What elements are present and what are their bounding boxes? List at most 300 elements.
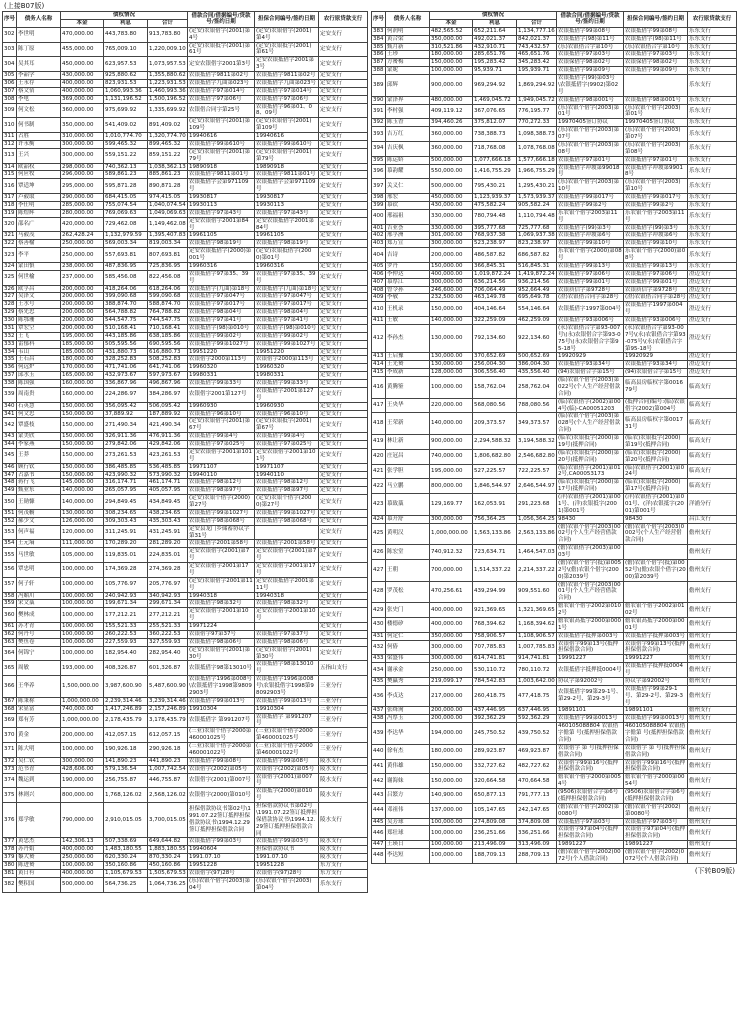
cell-principal: 150,000.00 bbox=[430, 262, 473, 270]
cell-loan-no: (洋)农银借字(2001)第001号、(洋)农银抵字(2001)第001号 bbox=[557, 494, 624, 516]
cell-loan-no: 农银借字(2002)第05号 bbox=[188, 765, 255, 773]
cell-interest: 723,634.71 bbox=[473, 545, 517, 560]
cell-debtor: 王央华 bbox=[386, 398, 430, 413]
cell-total: 725,777.68 bbox=[517, 224, 557, 232]
cell-interest: 370,652.69 bbox=[473, 353, 517, 361]
cell-seq: 320 bbox=[3, 217, 17, 232]
cell-branch: 儋州支行 bbox=[688, 715, 737, 723]
cell-total: 1,056,364.25 bbox=[518, 515, 555, 522]
cell-total: 384,286.97 bbox=[148, 387, 188, 402]
cell-seq: 373 bbox=[4, 765, 15, 772]
cell-guarantee-no: 农银借字2000第113号 bbox=[255, 356, 319, 364]
cell-principal: 195,000.00 bbox=[61, 332, 104, 340]
cell-debtor: 蒙田慎 bbox=[17, 262, 61, 270]
cell-principal: 409,119.12 bbox=[430, 104, 473, 119]
cell-interest: 614,741.81 bbox=[473, 655, 517, 663]
cell-debtor: 李敬 bbox=[386, 294, 430, 302]
cell-total: 434,849.45 bbox=[148, 495, 188, 510]
cell-total: 1,220,009.10 bbox=[148, 42, 188, 57]
cell-total: 1,073,957.53 bbox=[148, 57, 188, 72]
cell-principal: 150,000.00 bbox=[61, 418, 104, 433]
cell-seq: 361 bbox=[4, 623, 15, 629]
cell-debtor: 陈鄂珊 bbox=[17, 317, 61, 325]
cell-total: 1,573,939.37 bbox=[518, 194, 555, 200]
cell-principal: 100,000.00 bbox=[61, 592, 104, 600]
cell-branch: 临高支行 bbox=[688, 435, 737, 450]
cell-seq: 306 bbox=[4, 79, 15, 86]
cell-principal: 130,000.00 bbox=[61, 509, 104, 517]
cell-loan-no: (临)农银借字(2002)第004号(临)-CA00051203 bbox=[557, 398, 624, 413]
cell-interest: 1,010,774.70 bbox=[104, 133, 148, 141]
cell-guarantee-no: 农银抵借字96第01、08、09号 bbox=[255, 103, 319, 118]
cell-principal: 200,000.00 bbox=[61, 309, 104, 317]
cell-debtor: 宋文藁 bbox=[17, 600, 61, 608]
cell-seq: 399 bbox=[373, 201, 384, 208]
cell-branch: 乐东支行 bbox=[688, 27, 737, 35]
cell-total: 686,587.82 bbox=[517, 248, 557, 263]
cell-seq: 377 bbox=[4, 838, 15, 845]
cell-guarantee-no: 19991227 bbox=[624, 655, 688, 663]
cell-guarantee-no: 19891101 bbox=[624, 707, 688, 715]
cell-loan-no: (94)农银借合字第15号 bbox=[557, 369, 624, 377]
cell-total: 405,057.95 bbox=[148, 487, 188, 495]
cell-total: 638,185.86 bbox=[148, 332, 188, 340]
cell-interest: 199,671.34 bbox=[104, 600, 148, 608]
cell-branch: 定安支行 bbox=[319, 448, 368, 463]
cell-total: 508,252.83 bbox=[148, 356, 188, 364]
cell-interest: 585,456.08 bbox=[104, 270, 148, 285]
cell-seq: 325 bbox=[3, 270, 17, 285]
cell-branch: 乐东支行 bbox=[688, 119, 737, 127]
cell-debtor: 樊赢秀 bbox=[386, 677, 430, 685]
cell-debtor: 黄合梁 bbox=[386, 35, 430, 43]
cell-branch: 乐东支行 bbox=[688, 248, 737, 263]
cell-debtor: 李达短 bbox=[386, 849, 430, 864]
cell-principal: 219,099.17 bbox=[430, 677, 473, 685]
cell-interest: 350,160.86 bbox=[104, 862, 148, 870]
cell-seq: 440 bbox=[372, 744, 386, 759]
cell-seq: 439 bbox=[372, 723, 386, 745]
cell-debtor: 李平 bbox=[17, 248, 61, 263]
table-row bbox=[3, 285, 368, 293]
cell-debtor: 楼德矽 bbox=[386, 617, 430, 632]
cell-principal: 180,000.00 bbox=[61, 356, 104, 364]
cell-total: 450,160.86 bbox=[148, 862, 188, 870]
cell-seq: 330 bbox=[4, 317, 15, 323]
cell-interest: 2,178,435.79 bbox=[104, 713, 148, 728]
cell-debtor: 黄伟雄 bbox=[386, 759, 430, 774]
cell-total: 1,869,294.92 bbox=[517, 75, 557, 97]
cell-loan-no: (定安)农银借字(2001)第30号 bbox=[188, 646, 255, 661]
cell-branch: 临高支行 bbox=[688, 479, 737, 494]
cell-guarantee-no: 19960930 bbox=[255, 402, 319, 410]
cell-guarantee-no: 定安农银借字2001第17号 bbox=[255, 563, 319, 578]
cell-seq: 337 bbox=[4, 372, 15, 379]
cell-loan-no: (临)农银借字(2001)第012号,CA00053173 bbox=[557, 464, 624, 479]
cell-interest: 158,762.04 bbox=[473, 377, 517, 399]
cell-loan-no: (临农)农银抵字(2000)第17号(抵押合同) bbox=[557, 479, 624, 494]
cell-principal: 400,000.00 bbox=[430, 270, 473, 278]
cell-seq: 329 bbox=[4, 309, 15, 316]
cell-seq: 345 bbox=[3, 448, 17, 463]
cell-guarantee-no: 460105088804 农银借字儋第 号(抵押担保借款合同) bbox=[624, 723, 688, 745]
cell-guarantee-no: 农银抵借字98第068号 bbox=[255, 517, 319, 525]
cell-loan-no: 农银借字2000第113号 bbox=[188, 356, 255, 364]
cell-interest: 311,245.91 bbox=[104, 525, 148, 540]
header-total: 合计 bbox=[517, 19, 557, 27]
cell-principal: 140,000.00 bbox=[430, 317, 473, 325]
cell-debtor: 蒙美欣 bbox=[17, 433, 61, 441]
cell-loan-no: 农银抵借字抵押抵0004号 bbox=[557, 663, 624, 678]
cell-seq: 319 bbox=[4, 209, 15, 216]
cell-branch: 定安支行 bbox=[319, 194, 368, 202]
cell-loan-no: 农银抵借字99第02号 bbox=[188, 332, 255, 340]
cell-loan-no: 农银抵借字97第025号 bbox=[188, 441, 255, 449]
cell-interest: 418,264.06 bbox=[104, 285, 148, 293]
cell-branch: 乐东支行 bbox=[688, 164, 737, 179]
cell-debtor: 邢宏 bbox=[386, 194, 430, 202]
table-row bbox=[3, 72, 368, 80]
cell-debtor: 马毅茂 bbox=[17, 232, 61, 240]
debtor-table-right bbox=[371, 11, 737, 864]
cell-guarantee-no: 农银抵借字97第047号 bbox=[255, 293, 319, 301]
cell-principal: 500,000.00 bbox=[430, 179, 473, 194]
cell-guarantee-no: 农银抵借字99第08号 bbox=[624, 27, 688, 35]
cell-loan-no: 农银抵借字99第08号 bbox=[557, 27, 624, 35]
cell-interest: 768,937.38 bbox=[473, 232, 517, 240]
cell-loan-no: (定安)农银借字(2001)第67号 bbox=[188, 418, 255, 433]
cell-seq: 366 bbox=[3, 676, 17, 698]
table-row bbox=[3, 301, 368, 309]
cell-total: 710,168.41 bbox=[148, 324, 188, 332]
cell-principal: 400,000.00 bbox=[61, 846, 104, 854]
cell-branch: 定安支行 bbox=[319, 441, 368, 449]
table-row bbox=[372, 104, 737, 119]
cell-interest: 527,225.57 bbox=[473, 464, 517, 479]
cell-principal: 455,000.00 bbox=[61, 42, 104, 57]
cell-branch: 定安支行 bbox=[319, 79, 368, 87]
cell-total: 616,880.73 bbox=[148, 348, 188, 356]
header-interest: 利息 bbox=[473, 19, 517, 27]
cell-principal: 150,000.00 bbox=[61, 410, 104, 418]
cell-seq: 406 bbox=[373, 270, 384, 277]
cell-branch: 定安支行 bbox=[319, 209, 368, 217]
cell-debtor: 樊林成 bbox=[17, 608, 61, 623]
cell-total: 1,223,931.53 bbox=[149, 79, 186, 86]
cell-interest: 236,251.66 bbox=[473, 826, 517, 841]
cell-loan-no: 19920929 bbox=[557, 353, 624, 361]
table-row bbox=[3, 42, 368, 57]
cell-debtor: 曾令孙 bbox=[386, 286, 430, 294]
cell-debtor: 谢承金 bbox=[386, 663, 430, 678]
cell-loan-no: 儋农银高抵字2000第0001号 bbox=[557, 617, 624, 632]
cell-loan-no: 农银抵借字99第017号 bbox=[557, 194, 624, 202]
cell-principal: 295,000.00 bbox=[61, 179, 104, 194]
cell-branch: 定安支行 bbox=[319, 179, 368, 194]
table-row bbox=[372, 51, 737, 59]
table-row bbox=[372, 655, 737, 663]
cell-loan-no: 农银抵借字99第013号 bbox=[188, 697, 255, 705]
cell-total: 349,373.57 bbox=[517, 413, 557, 435]
cell-loan-no: (儋)农银借字(2003)第0003号 bbox=[557, 545, 624, 560]
cell-principal: 150,000.00 bbox=[61, 471, 104, 479]
cell-principal: 310,000.00 bbox=[61, 133, 104, 141]
cell-interest: 2,910,015.05 bbox=[104, 803, 148, 838]
cell-principal: 180,000.00 bbox=[430, 51, 473, 59]
cell-interest: 792,134.60 bbox=[473, 324, 517, 353]
table-row bbox=[3, 217, 368, 232]
cell-principal: 300,000.00 bbox=[61, 148, 104, 163]
cell-debtor: 马世敏 bbox=[17, 548, 61, 563]
table-row bbox=[3, 194, 368, 202]
cell-total: 1,049,069.63 bbox=[149, 209, 186, 216]
cell-loan-no: (永)农银借合字第93-007号\(永)农银借合字第93-075号\(永)农银借合字第95-18号 bbox=[557, 324, 624, 353]
cell-loan-no: 农银抵借字冲坡第99018号 bbox=[557, 164, 624, 179]
cell-total: 2,546,682.80 bbox=[517, 449, 557, 464]
cell-principal: 150,000.00 bbox=[430, 759, 473, 774]
cell-total: 588,874.70 bbox=[148, 301, 188, 309]
cell-debtor: 谢海妹 bbox=[386, 774, 430, 789]
header-debtor: 债务人名称 bbox=[386, 12, 430, 28]
cell-principal: 100,000.00 bbox=[61, 638, 104, 646]
cell-interest: 240,942.93 bbox=[104, 592, 148, 600]
cell-branch: 定安支行 bbox=[319, 402, 368, 410]
cell-principal: 480,000.00 bbox=[430, 96, 473, 104]
cell-interest: 271,490.34 bbox=[104, 418, 148, 433]
cell-principal: 300,000.00 bbox=[430, 640, 473, 655]
cell-branch: 儋州支行 bbox=[688, 826, 737, 841]
cell-debtor: 顾行钦 bbox=[17, 463, 61, 471]
cell-loan-no: (定安)农银借字(2001)第4号 bbox=[188, 27, 255, 42]
cell-debtor: 陈大明 bbox=[17, 743, 61, 758]
cell-branch: 乐东支行 bbox=[688, 201, 737, 209]
cell-debtor: 郑学敏 bbox=[17, 803, 61, 838]
cell-interest: 37,889.92 bbox=[104, 410, 148, 418]
cell-total: 274,369.28 bbox=[148, 563, 188, 578]
header-guarantee-no: 担保合同编号/签约日期 bbox=[624, 12, 688, 28]
cell-debtor: 何丹号 bbox=[17, 630, 61, 638]
cell-branch: 定安支行 bbox=[319, 103, 368, 118]
cell-debtor: 黄腾鉴 bbox=[386, 377, 430, 399]
table-row bbox=[372, 141, 737, 156]
cell-total: 277,212.21 bbox=[148, 608, 188, 623]
cell-guarantee-no: 农银抵借字(99)第3号 bbox=[624, 224, 688, 232]
cell-principal: 740,000.00 bbox=[430, 449, 473, 464]
cell-total: 1,064,736.25 bbox=[148, 877, 188, 892]
cell-loan-no: 19940604 bbox=[188, 846, 255, 854]
cell-debtor: 陈煌辉 bbox=[17, 209, 61, 217]
cell-debtor: 吉万红 bbox=[386, 127, 430, 142]
table-row bbox=[3, 140, 368, 148]
cell-interest: 921,369.65 bbox=[473, 603, 517, 618]
cell-seq: 341 bbox=[4, 410, 15, 417]
cell-principal: 142,306.13 bbox=[61, 838, 104, 846]
table-row bbox=[372, 262, 737, 270]
cell-total: 722,225.57 bbox=[517, 464, 557, 479]
table-row bbox=[3, 171, 368, 179]
table-row bbox=[3, 293, 368, 301]
cell-guarantee-no: 19960320 bbox=[255, 364, 319, 372]
cell-loan-no: 19961105 bbox=[188, 232, 255, 240]
cell-loan-no: 农银抵借字99第01号 bbox=[557, 278, 624, 286]
cell-loan-no: 19951220 bbox=[188, 348, 255, 356]
cell-guarantee-no: 定安农银借字2001第101号 bbox=[255, 448, 319, 463]
table-row bbox=[3, 854, 368, 862]
cell-loan-no: 农银抵借字99第0013号 bbox=[557, 715, 624, 723]
cell-guarantee-no: (三亚)农银个借字2000第460001025号 bbox=[255, 728, 319, 743]
cell-loan-no: 19960316 bbox=[188, 262, 255, 270]
cell-interest: 3,987,600.90 bbox=[104, 676, 148, 698]
cell-guarantee-no: 儋农银个借字2000第0054号 bbox=[624, 774, 688, 789]
table-row bbox=[372, 294, 737, 302]
cell-debtor: 王华养 bbox=[17, 676, 61, 698]
header-seq: 序号 bbox=[372, 12, 386, 28]
cell-seq: 303 bbox=[3, 42, 17, 57]
cell-interest: 195,283.42 bbox=[473, 59, 517, 67]
cell-interest: 652,211.64 bbox=[473, 27, 517, 35]
cell-guarantee-no: 农银借字 第 号(抵押担保借款合同) bbox=[625, 744, 686, 758]
cell-loan-no: 农银抵借字93第34号 bbox=[557, 361, 624, 369]
cell-seq: 313 bbox=[3, 148, 17, 163]
cell-total: 974,415.05 bbox=[148, 194, 188, 202]
cell-guarantee-no: 农银抵借字99第4号 bbox=[255, 433, 319, 441]
table-row bbox=[3, 705, 368, 713]
table-row bbox=[3, 479, 368, 487]
cell-debtor: 许永衡 bbox=[17, 140, 61, 148]
cell-seq: 364 bbox=[3, 646, 17, 661]
cell-branch: 临高支行 bbox=[688, 413, 737, 435]
cell-loan-no: (定安)农银借字2001第11号 bbox=[189, 577, 253, 591]
cell-debtor: 吴芳球 bbox=[386, 818, 430, 826]
table-row bbox=[3, 232, 368, 240]
cell-principal: 217,000.00 bbox=[430, 685, 473, 707]
cell-interest: 95,939.71 bbox=[473, 67, 517, 75]
cell-principal: 360,000.00 bbox=[430, 141, 473, 156]
cell-interest: 541,409.02 bbox=[104, 118, 148, 133]
cell-loan-no: 1991.07.10 bbox=[188, 854, 255, 862]
table-row bbox=[372, 164, 737, 179]
cell-interest: 423,990.32 bbox=[104, 471, 148, 479]
cell-guarantee-no: 临高县房临权字第001679号 bbox=[624, 377, 688, 399]
cell-principal: 220,000.00 bbox=[430, 398, 473, 413]
cell-loan-no: 农银抵借字99第1027号 bbox=[188, 340, 255, 348]
table-row bbox=[3, 608, 368, 623]
cell-principal: 290,000.00 bbox=[61, 194, 104, 202]
cell-guarantee-no: 1991.07.10 bbox=[255, 854, 319, 862]
cell-debtor: 何茂橱 bbox=[17, 509, 61, 517]
cell-guarantee-no: 农银借字97第04号(抵押担保借款合同) bbox=[624, 826, 688, 841]
table-row bbox=[372, 581, 737, 603]
cell-principal: 100,000.00 bbox=[430, 826, 473, 841]
table-row bbox=[3, 402, 368, 410]
cell-interest: 326,911.36 bbox=[104, 433, 148, 441]
table-row bbox=[3, 270, 368, 285]
cell-guarantee-no: 农银抵借字93第006号 bbox=[624, 317, 688, 325]
cell-debtor: 吴泽文 bbox=[17, 293, 61, 301]
cell-guarantee-no: 乐农银个借字(2000)第08号 bbox=[624, 248, 688, 263]
cell-seq: 333 bbox=[4, 340, 15, 347]
cell-guarantee-no: (抵押合同)编号:(临)农银借字(2002)第004号 bbox=[624, 398, 688, 413]
cell-total: 725,836.95 bbox=[148, 262, 188, 270]
cell-seq: 390 bbox=[373, 96, 384, 103]
cell-interest: 756,364.25 bbox=[473, 515, 517, 523]
cell-total: 187,889.92 bbox=[148, 410, 188, 418]
cell-guarantee-no bbox=[255, 623, 319, 631]
cell-branch: 定安支行 bbox=[319, 317, 368, 325]
cell-interest: 2,239,314.46 bbox=[104, 697, 148, 705]
cell-total: 288,709.13 bbox=[517, 849, 557, 864]
cell-guarantee-no: 农银抵借字(98)第11号 bbox=[624, 35, 688, 43]
cell-branch: 定安支行 bbox=[319, 293, 368, 301]
table-row bbox=[3, 743, 368, 758]
cell-branch: 定安支行 bbox=[319, 418, 368, 433]
cell-seq: 403 bbox=[373, 240, 384, 247]
cell-seq: 434 bbox=[372, 663, 386, 678]
cell-debtor: 王勋慷 bbox=[17, 495, 61, 510]
cell-seq: 415 bbox=[373, 369, 384, 376]
cell-guarantee-no bbox=[624, 75, 688, 97]
cell-branch: 定安支行 bbox=[319, 340, 368, 348]
cell-interest: 392,362.29 bbox=[473, 715, 517, 723]
table-row bbox=[372, 715, 737, 723]
cell-seq: 420 bbox=[372, 449, 386, 464]
cell-interest: 443,185.86 bbox=[104, 332, 148, 340]
cell-loan-no: 农银抵借字96第10号 bbox=[188, 410, 255, 418]
cell-interest: 209,373.57 bbox=[473, 413, 517, 435]
cell-branch: 乐东支行 bbox=[688, 51, 737, 59]
cell-debtor: 何世榆 bbox=[17, 270, 61, 285]
cell-debtor: 覃宏空 bbox=[17, 324, 61, 332]
table-row bbox=[372, 841, 737, 849]
cell-principal: 193,000.00 bbox=[61, 661, 104, 676]
cell-guarantee-no: 农银抵借字九曲第023号 bbox=[255, 79, 319, 87]
cell-branch: 五指山支行 bbox=[319, 661, 368, 676]
cell-total: 819,003.34 bbox=[148, 240, 188, 248]
cell-debtor: 何偆 bbox=[386, 640, 430, 655]
cell-debtor: 冯媚川 bbox=[17, 592, 61, 600]
cell-seq: 393 bbox=[372, 127, 386, 142]
cell-branch: 东方支行 bbox=[319, 869, 368, 877]
cell-interest: 224,286.97 bbox=[104, 387, 148, 402]
cell-interest: 487,836.95 bbox=[104, 262, 148, 270]
cell-principal: 200,000.00 bbox=[61, 293, 104, 301]
cell-branch: 乐东支行 bbox=[688, 35, 737, 43]
cell-branch: 定安支行 bbox=[319, 163, 368, 171]
cell-interest: 1,123,939.37 bbox=[473, 194, 517, 202]
cell-debtor: 邱水玉 bbox=[17, 372, 61, 380]
cell-branch: 定安支行 bbox=[319, 577, 368, 592]
cell-principal: 200,000.00 bbox=[61, 301, 104, 309]
cell-debtor: 王莽 bbox=[17, 448, 61, 463]
cell-seq: 414 bbox=[373, 361, 384, 368]
cell-loan-no: 定安农银借字2001第101号 bbox=[188, 448, 255, 463]
cell-total: 429,842.06 bbox=[148, 441, 188, 449]
cell-interest: 332,727.62 bbox=[473, 759, 517, 774]
cell-guarantee-no: 农银抵借字98第06号 bbox=[255, 638, 319, 646]
cell-seq: 405 bbox=[373, 262, 384, 269]
cell-debtor: 占嘉书 bbox=[17, 471, 61, 479]
cell-total: 5,487,600.90 bbox=[148, 676, 188, 698]
cell-interest: 309,303.43 bbox=[104, 517, 148, 525]
cell-principal: 400,000.00 bbox=[61, 79, 104, 87]
cell-guarantee-no: 农银抵借字96第10号 bbox=[255, 410, 319, 418]
cell-total: 637,446.95 bbox=[517, 707, 557, 715]
cell-principal: 300,000.00 bbox=[61, 140, 104, 148]
cell-loan-no: 农银借字(97)28号 bbox=[188, 869, 255, 877]
cell-interest: 1,132,979.59 bbox=[104, 232, 148, 240]
cell-loan-no: 农银抵借字97第014号 bbox=[188, 87, 255, 95]
cell-branch: 儋州支行 bbox=[688, 841, 737, 849]
